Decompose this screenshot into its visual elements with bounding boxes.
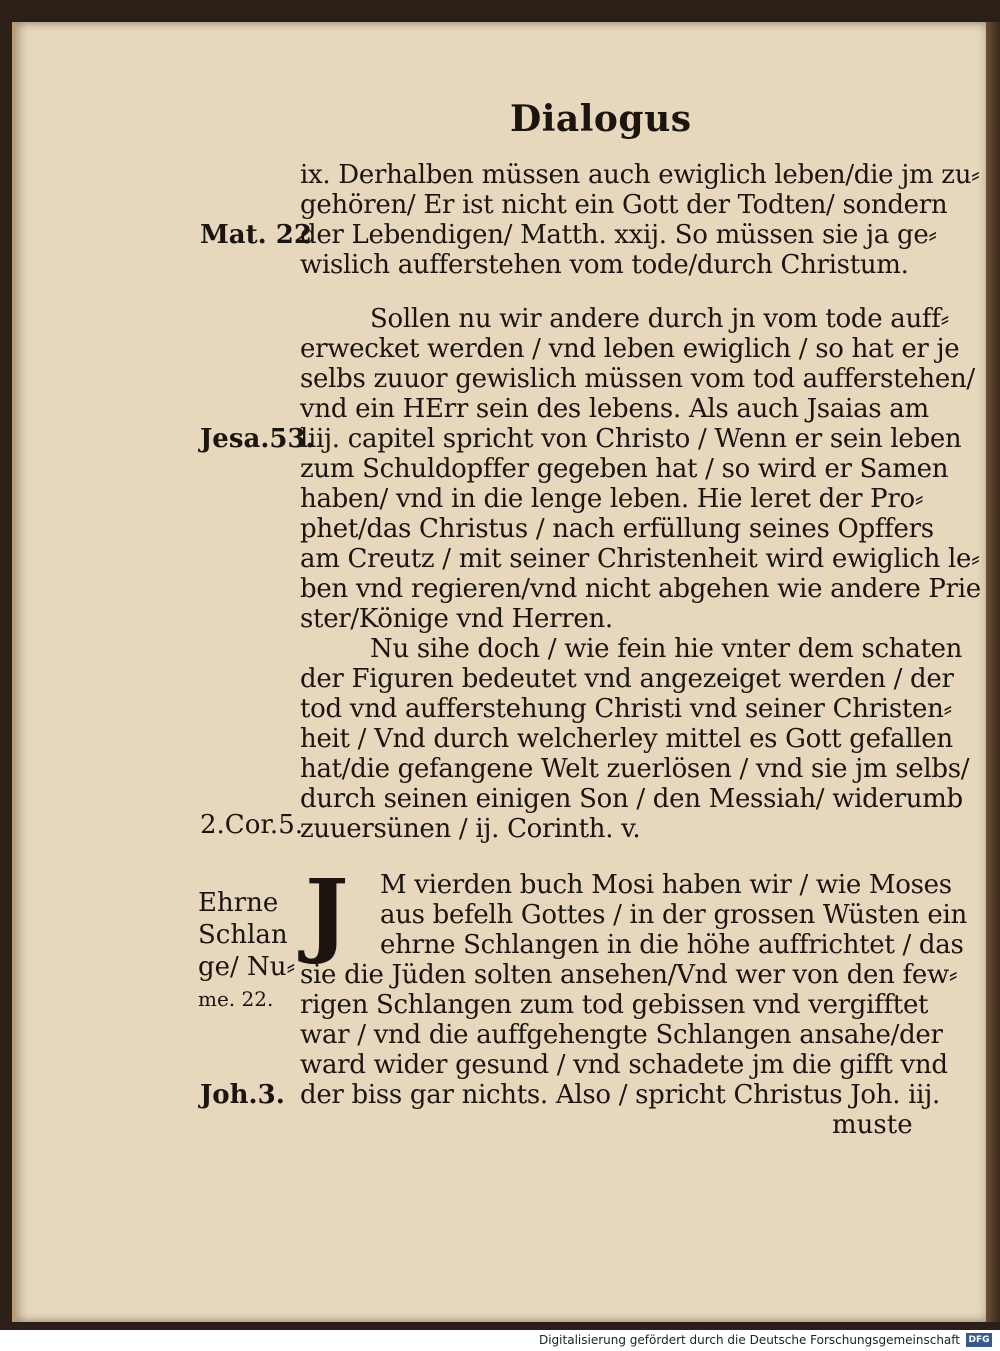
body-line: ben vnd regieren/vnd nicht abgehen wie andere Prie — [300, 574, 981, 604]
body-line: der Lebendigen/ Matth. xxij. So müssen sie ja ge⸗ — [300, 220, 937, 250]
body-line: hat/die gefangene Welt zuerlösen / vnd sie jm selbs/ — [300, 754, 970, 784]
body-line: rigen Schlangen zum tod gebissen vnd vergifftet — [300, 990, 929, 1020]
body-line: am Creutz / mit seiner Christenheit wird ewiglich le⸗ — [300, 544, 980, 574]
running-head: Dialogus — [510, 98, 692, 140]
body-line: zum Schuldopffer gegeben hat / so wird er Samen — [300, 454, 949, 484]
body-line: heit / Vnd durch welcherley mittel es Gott gefallen — [300, 724, 953, 754]
body-line: aus befelh Gottes / in der grossen Wüsten ein — [380, 900, 967, 930]
body-line: ster/Könige vnd Herren. — [300, 604, 613, 634]
margin-note: ge/ Nu⸗ — [198, 952, 296, 982]
margin-note: Mat. 22 — [200, 220, 312, 250]
body-line: ward wider gesund / vnd schadete jm die gifft vnd — [300, 1050, 948, 1080]
margin-note: Jesa.53. — [200, 424, 315, 454]
drop-initial: J — [305, 859, 349, 967]
body-line: gehören/ Er ist nicht ein Gott der Todten/ sondern — [300, 190, 948, 220]
body-line: sie die Jüden solten ansehen/Vnd wer von den few⸗ — [300, 960, 958, 990]
body-line: wislich aufferstehen vom tode/durch Christum. — [300, 250, 909, 280]
body-line: haben/ vnd in die lenge leben. Hie leret der Pro⸗ — [300, 484, 924, 514]
body-line: ehrne Schlangen in die höhe auffrichtet / das — [380, 930, 964, 960]
body-line: der Figuren bedeutet vnd angezeiget werden / der — [300, 664, 954, 694]
body-line: vnd ein HErr sein des lebens. Als auch Jsaias am — [300, 394, 929, 424]
body-line: selbs zuuor gewislich müssen vom tod aufferstehen/ — [300, 364, 975, 394]
body-line: zuuersünen / ij. Corinth. v. — [300, 814, 641, 844]
margin-note: Joh.3. — [200, 1080, 285, 1110]
body-line: war / vnd die auffgehengte Schlangen ansahe/der — [300, 1020, 943, 1050]
dfg-logo-icon: DFG — [966, 1333, 992, 1347]
body-line: Nu sihe doch / wie fein hie vnter dem schaten — [370, 634, 963, 664]
body-line: ix. Derhalben müssen auch ewiglich leben/die jm zu⸗ — [300, 160, 980, 190]
body-line: erwecket werden / vnd leben ewiglich / so hat er je — [300, 334, 960, 364]
body-line: der biss gar nichts. Also / spricht Christus Joh. iij. — [300, 1080, 940, 1110]
footer-credit: Digitalisierung gefördert durch die Deutsche Forschungsgemeinschaft — [538, 1333, 960, 1347]
margin-note: 2.Cor.5. — [200, 810, 303, 840]
body-line: liij. capitel spricht von Christo / Wenn er sein leben — [300, 424, 962, 454]
body-line: phet/das Christus / nach erfüllung seines Opffers — [300, 514, 934, 544]
footer-bar — [0, 1330, 1000, 1351]
book-edge — [986, 22, 1000, 1322]
body-line: Sollen nu wir andere durch jn vom tode auff⸗ — [370, 304, 949, 334]
catchword: muste — [832, 1110, 913, 1140]
margin-note: Ehrne — [198, 888, 279, 918]
body-line: M vierden buch Mosi haben wir / wie Moses — [380, 870, 952, 900]
margin-note: Schlan — [198, 920, 288, 950]
margin-note: me. 22. — [198, 987, 274, 1011]
body-line: tod vnd aufferstehung Christi vnd seiner Christen⸗ — [300, 694, 952, 724]
body-line: durch seinen einigen Son / den Messiah/ widerumb — [300, 784, 963, 814]
